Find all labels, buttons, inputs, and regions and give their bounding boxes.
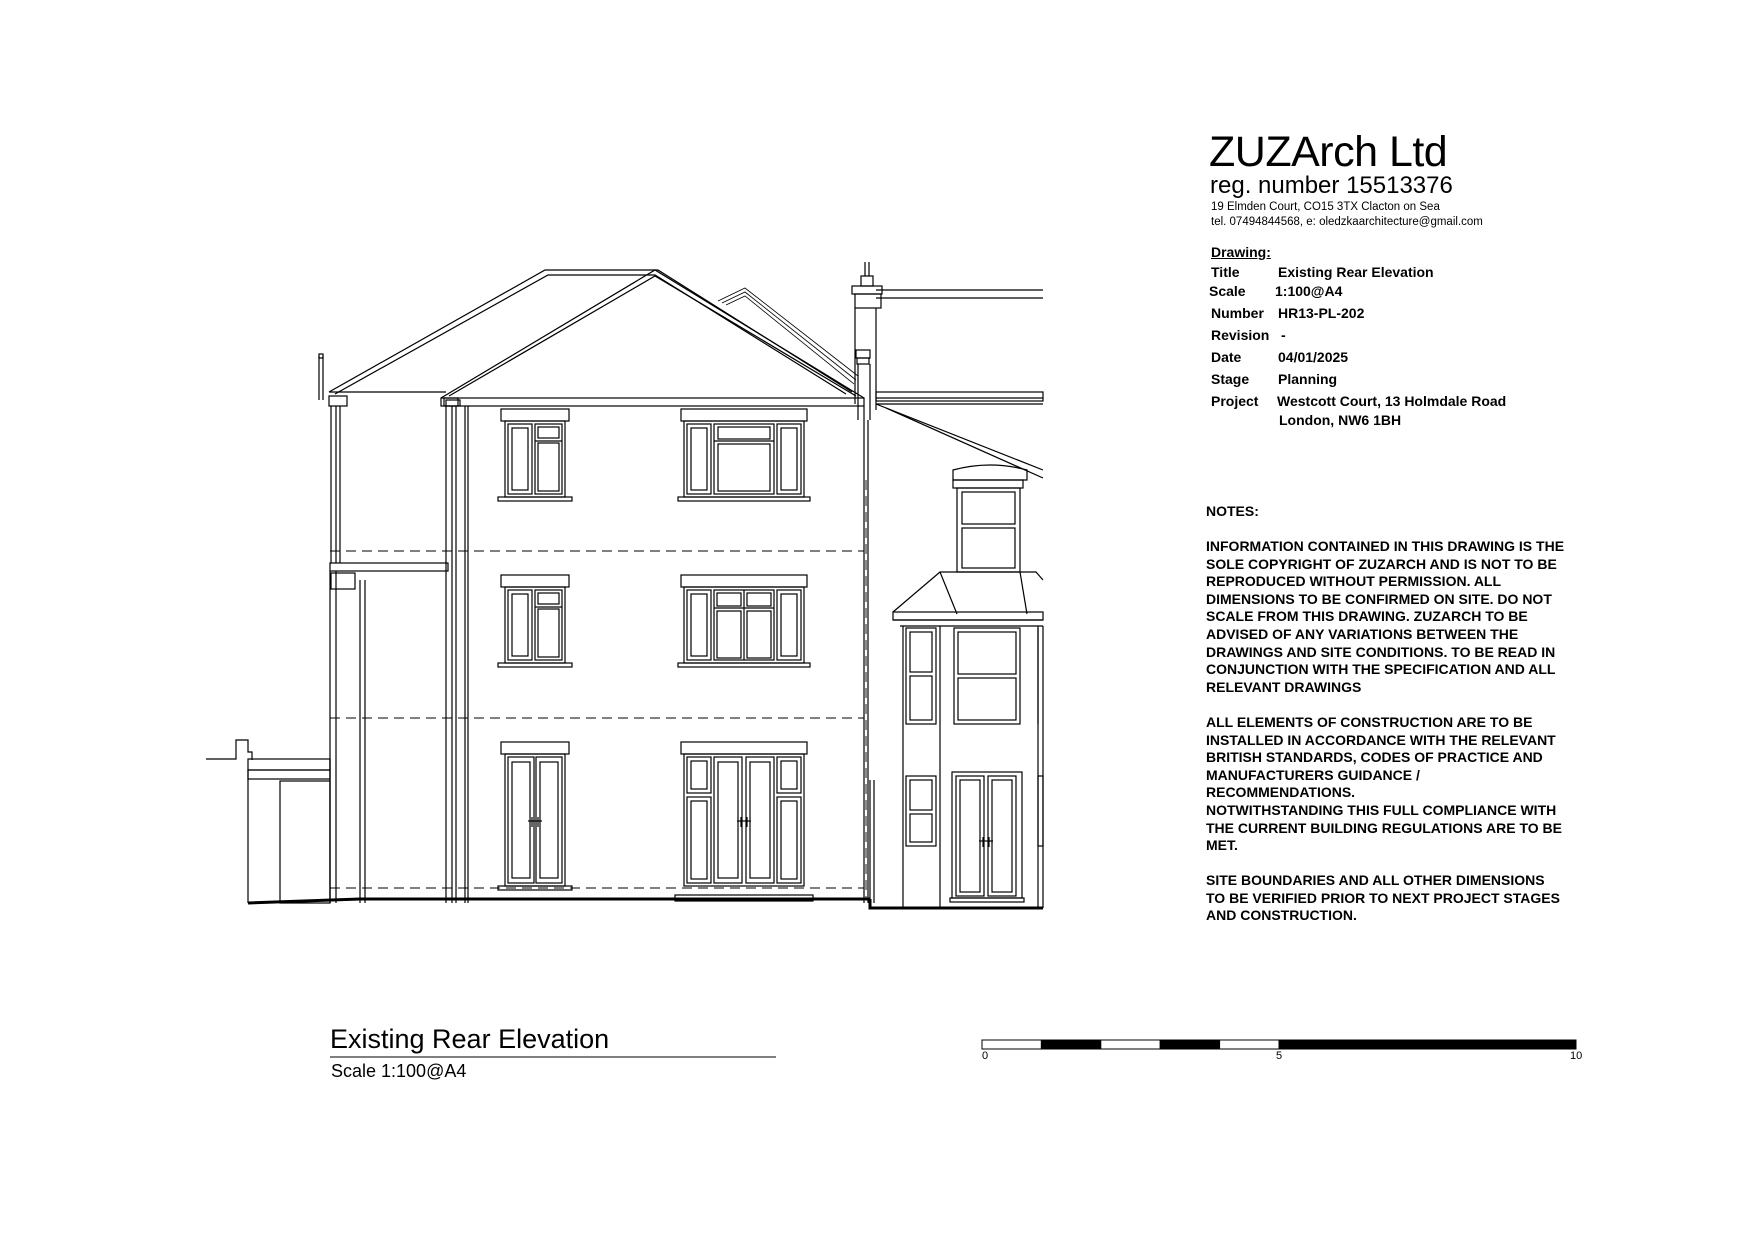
right-neighbour-roof [876, 404, 1043, 478]
scale-bar-segment [1220, 1040, 1279, 1049]
info-label: Scale [1209, 283, 1246, 299]
company-contact: tel. 07494844568, e: oledzkaarchitecture@gmail.com [1211, 216, 1483, 228]
notes-heading: NOTES: [1206, 503, 1259, 519]
window-1f-left [498, 575, 572, 667]
main-wall [465, 406, 868, 903]
window-1f-right [678, 575, 810, 667]
scale-bar-segment [1457, 1040, 1516, 1049]
info-label: Project [1211, 393, 1259, 409]
scale-bar-segment [982, 1040, 1041, 1049]
bay-window-upper [953, 465, 1027, 572]
drawing-info-heading: Drawing: [1211, 244, 1271, 260]
neighbour-roof [718, 288, 858, 384]
info-label: Number [1211, 305, 1264, 321]
right-roof-line [876, 290, 1043, 404]
scale-bar-segment [1160, 1040, 1219, 1049]
scale-bar-segment [1398, 1040, 1457, 1049]
scale-bar-label-0: 0 [982, 1050, 989, 1062]
info-value: 1:100@A4 [1275, 283, 1343, 299]
scale-bar-segment [1338, 1040, 1397, 1049]
scale-bar-segment [1279, 1040, 1338, 1049]
info-label: Date [1211, 349, 1242, 365]
door-gf-right [675, 742, 813, 901]
bay-roof [893, 572, 1043, 626]
company-name: ZUZArch Ltd [1209, 128, 1448, 176]
chimney [852, 262, 882, 420]
company-address: 19 Elmden Court, CO15 3TX Clacton on Sea [1211, 201, 1440, 213]
info-value: HR13-PL-202 [1278, 305, 1365, 321]
info-label: Revision [1211, 327, 1270, 343]
notes-construction: ALL ELEMENTS OF CONSTRUCTION ARE TO BE INSTALLED IN ACCORDANCE WITH THE RELEVANT BRITISH STANDARDS, CODES OF PRACTICE AND MANUFACTURERS GUIDANCE / RECOMMENDATIONS. NOTWITHSTANDING THIS FULL COMPLIANCE WITH THE CURRENT BUILDING REGULATIONS ARE TO BE MET. [1206, 714, 1562, 854]
info-value: - [1281, 327, 1286, 343]
view-scale: Scale 1:100@A4 [331, 1061, 467, 1081]
downpipe [444, 398, 458, 903]
notes-site-boundaries: SITE BOUNDARIES AND ALL OTHER DIMENSIONS TO BE VERIFIED PRIOR TO NEXT PROJECT STAGES AND CONSTRUCTION. [1206, 872, 1560, 924]
info-value: Planning [1278, 371, 1338, 387]
scale-bar-segment [1101, 1040, 1160, 1049]
scale-bar-segment [1517, 1040, 1576, 1049]
scale-bar-label-10: 10 [1570, 1050, 1583, 1062]
outbuilding [206, 740, 330, 903]
window-2f-left [498, 409, 572, 501]
bay-door-gf [950, 772, 1043, 902]
info-value: 04/01/2025 [1278, 349, 1349, 365]
notes-copyright: INFORMATION CONTAINED IN THIS DRAWING IS THE SOLE COPYRIGHT OF ZUZARCH AND IS NOT TO BE REPRODUCED WITHOUT PERMISSION. ALL DIMENSIONS TO BE CONFIRMED ON SITE. DO NOT SCALE FROM THIS DRAWING. ZUZARCH TO BE ADVISED OF ANY VARIATIONS BETWEEN THE DRAWINGS AND SITE CONDITIONS. TO BE READ IN CONJUNCTION WITH THE SPECIFICATION AND ALL RELEVANT DRAWINGS [1206, 538, 1565, 695]
ground-line [248, 899, 1043, 908]
bay-windows-1f [906, 628, 1038, 846]
info-value: Existing Rear Elevation [1278, 264, 1434, 280]
scale-bar [982, 1040, 1576, 1049]
front-gable-roof [441, 270, 864, 406]
floor-level-lines [330, 480, 866, 900]
info-value: Westcott Court, 13 Holmdale Road [1277, 393, 1507, 409]
info-label: Title [1211, 264, 1240, 280]
info-value-line2: London, NW6 1BH [1279, 412, 1402, 428]
main-roof [329, 270, 852, 394]
view-title: Existing Rear Elevation [330, 1024, 610, 1054]
company-reg-number: reg. number 15513376 [1210, 172, 1453, 199]
left-annex [319, 354, 448, 903]
info-label: Stage [1211, 371, 1250, 387]
door-gf-left [498, 742, 572, 890]
window-2f-right [678, 409, 810, 501]
scale-bar-label-5: 5 [1276, 1050, 1283, 1062]
scale-bar-segment [1041, 1040, 1100, 1049]
